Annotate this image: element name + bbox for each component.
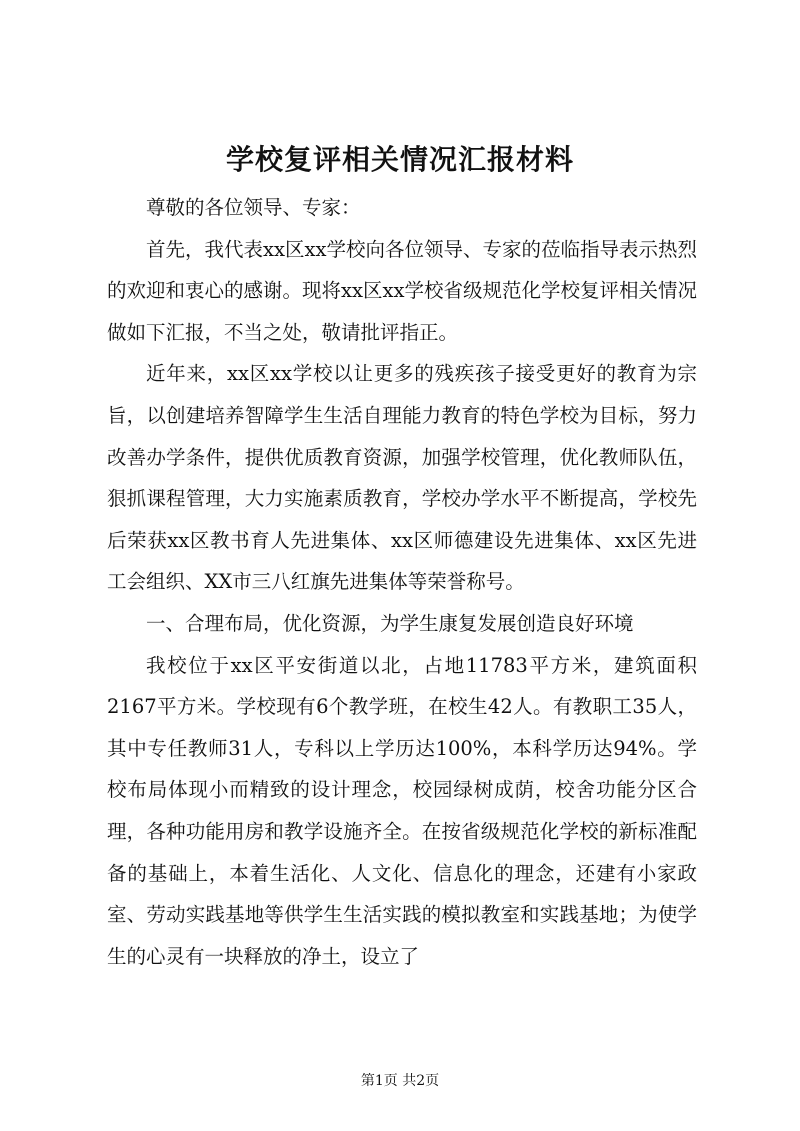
overview-paragraph: 近年来，xx区xx学校以让更多的残疾孩子接受更好的教育为宗旨，以创建培养智障学生生活自理能力教育的特色学校为目标，努力改善办学条件，提供优质教育资源，加强学校管理，优化教师队伍，狠抓课程管理，大力实施素质教育，学校办学水平不断提高，学校先后荣获xx区教书育人先进集体、xx区师德建设先进集体、xx区先进工会组织、XX市三八红旗先进集体等荣誉称号。	[107, 362, 697, 594]
salutation-paragraph: 尊敬的各位领导、专家：	[146, 196, 361, 219]
document-body	[107, 187, 697, 977]
document-title: 学校复评相关情况汇报材料	[225, 143, 574, 176]
facilities-paragraph: 我校位于xx区平安街道以北，占地11783平方米，建筑面积2167平方米。学校现有6个教学班，在校生42人。有教职工35人，其中专任教师31人，专科以上学历达100%，本科学历达94%。学校布局体现小而精致的设计理念，校园绿树成荫，校舍功能分区合理，各种功能用房和教学设施齐全。在按省级规范化学校的新标准配备的基础上，本着生活化、人文化、信息化的理念，还建有小家政室、劳动实践基地等供学生生活实践的模拟教室和实践基地；为使学生的心灵有一块释放的净土，设立了	[107, 653, 697, 968]
opening-paragraph: 首先，我代表xx区xx学校向各位领导、专家的莅临指导表示热烈的欢迎和衷心的感谢。现将xx区xx学校省级规范化学校复评相关情况做如下汇报，不当之处，敬请批评指正。	[107, 237, 697, 344]
page-footer: 第1页 共2页	[360, 1073, 440, 1089]
section-heading: 一、合理布局，优化资源，为学生康复发展创造良好环境	[146, 611, 634, 635]
